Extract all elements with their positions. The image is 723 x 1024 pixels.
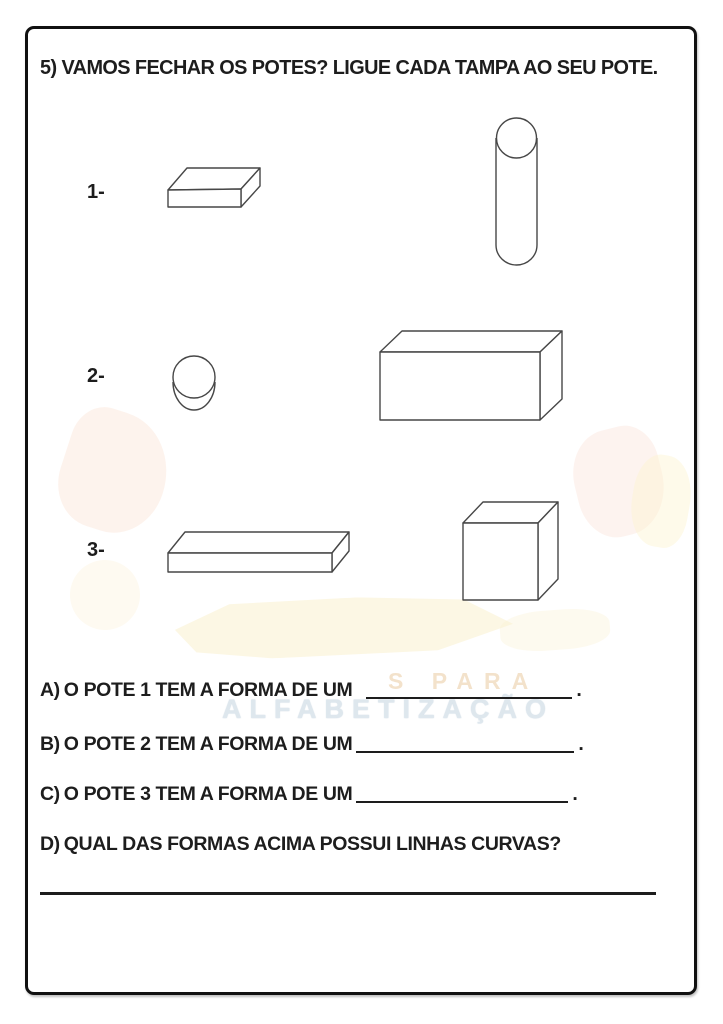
watermark-text-fragment: S PARA — [388, 668, 540, 694]
question-c — [40, 783, 577, 806]
question-c-prefix: C) — [40, 783, 60, 805]
question-c-period: . — [572, 783, 578, 805]
question-c-text: O POTE 3 TEM A FORMA DE UM — [63, 783, 353, 805]
question-b-period: . — [578, 733, 584, 755]
question-a-period: . — [576, 679, 582, 701]
exercise-title: 5) VAMOS FECHAR OS POTES? LIGUE CADA TAMPA AO SEU POTE. — [40, 56, 658, 79]
question-c-answer-blank — [356, 801, 568, 803]
question-b-answer-blank — [356, 751, 574, 753]
question-b-text: O POTE 2 TEM A FORMA DE UM — [63, 733, 353, 755]
question-d-answer-line — [40, 892, 656, 895]
question-d-prefix: D) — [40, 833, 60, 855]
cylinder-pot-shape — [490, 112, 544, 270]
thin-square-lid-shape — [164, 163, 266, 213]
rectangular-box-pot-shape — [376, 326, 568, 426]
thin-rectangular-lid-shape — [164, 527, 356, 579]
question-a-text: O POTE 1 TEM A FORMA DE UM — [63, 679, 353, 701]
item-3-label: 3- — [87, 539, 105, 561]
question-a-answer-blank — [366, 697, 572, 699]
question-b — [40, 733, 583, 756]
cube-pot-shape — [459, 498, 563, 604]
question-a — [40, 679, 581, 702]
question-b-prefix: B) — [40, 733, 60, 755]
question-a-prefix: A) — [40, 679, 60, 701]
watermark-text: ALFABETIZAÇÃO — [222, 694, 554, 724]
item-2-label: 2- — [87, 365, 105, 387]
question-d-text: QUAL DAS FORMAS ACIMA POSSUI LINHAS CURVAS? — [63, 833, 561, 855]
round-lid-shape — [168, 352, 224, 420]
item-1-label: 1- — [87, 181, 105, 203]
question-d — [40, 833, 561, 856]
